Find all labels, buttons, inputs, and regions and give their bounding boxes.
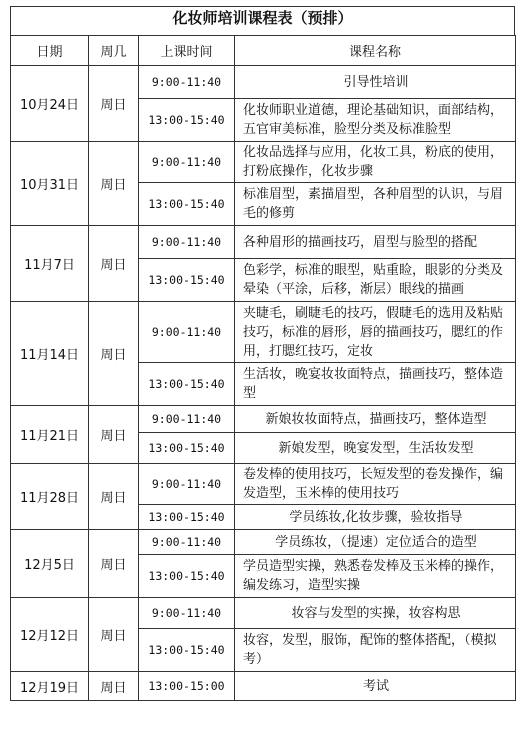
date-cell: 12月5日 <box>11 530 89 598</box>
time-cell: 13:00-15:40 <box>139 555 235 598</box>
time-cell: 13:00-15:40 <box>139 433 235 464</box>
course-cell: 学员造型实操，熟悉卷发棒及玉米棒的操作，编发练习，造型实操 <box>235 555 516 598</box>
course-cell: 色彩学，标准的眼型，贴重睑，眼影的分类及晕染（平涂，后移，渐层）眼线的描画 <box>235 259 516 302</box>
course-cell: 新娘妆妆面特点，描画技巧，整体造型 <box>235 406 516 433</box>
time-cell: 9:00-11:40 <box>139 142 235 183</box>
date-cell: 11月7日 <box>11 226 89 302</box>
date-cell: 12月12日 <box>11 598 89 672</box>
course-cell: 引导性培训 <box>235 66 516 99</box>
time-cell: 13:00-15:40 <box>139 99 235 142</box>
weekday-cell: 周日 <box>89 598 139 672</box>
course-cell: 新娘发型，晚宴发型，生活妆发型 <box>235 433 516 464</box>
time-cell: 9:00-11:40 <box>139 530 235 555</box>
time-cell: 9:00-11:40 <box>139 66 235 99</box>
weekday-cell: 周日 <box>89 142 139 226</box>
table-row <box>11 530 516 555</box>
table-row <box>11 672 516 701</box>
course-cell: 化妆品选择与应用，化妆工具，粉底的使用，打粉底操作，化妆步骤 <box>235 142 516 183</box>
weekday-cell: 周日 <box>89 66 139 142</box>
table-row <box>11 464 516 505</box>
time-cell: 13:00-15:40 <box>139 505 235 530</box>
course-cell: 各种眉形的描画技巧，眉型与脸型的搭配 <box>235 226 516 259</box>
table-row <box>11 406 516 433</box>
header-date: 日期 <box>11 36 89 66</box>
header-course: 课程名称 <box>235 36 516 66</box>
schedule-table <box>10 35 516 701</box>
page-title: 化妆师培训课程表（预排） <box>10 6 515 35</box>
date-cell: 10月31日 <box>11 142 89 226</box>
table-row <box>11 598 516 629</box>
time-cell: 9:00-11:40 <box>139 464 235 505</box>
course-cell: 夹睫毛，刷睫毛的技巧，假睫毛的选用及粘贴技巧，标准的唇形，唇的描画技巧，腮红的作用，打腮红技巧，定妆 <box>235 302 516 363</box>
date-cell: 10月24日 <box>11 66 89 142</box>
course-cell: 生活妆，晚宴妆妆面特点，描画技巧，整体造型 <box>235 363 516 406</box>
time-cell: 13:00-15:40 <box>139 183 235 226</box>
time-cell: 13:00-15:40 <box>139 363 235 406</box>
course-cell: 学员练妆,化妆步骤，验妆指导 <box>235 505 516 530</box>
course-cell: 妆容与发型的实操，妆容构思 <box>235 598 516 629</box>
date-cell: 12月19日 <box>11 672 89 701</box>
course-cell: 标准眉型，素描眉型，各种眉型的认识，与眉毛的修剪 <box>235 183 516 226</box>
header-row <box>11 36 516 66</box>
time-cell: 13:00-15:00 <box>139 672 235 701</box>
course-cell: 学员练妆，（提速）定位适合的造型 <box>235 530 516 555</box>
table-row <box>11 66 516 99</box>
time-cell: 13:00-15:40 <box>139 259 235 302</box>
table-row <box>11 142 516 183</box>
header-time: 上课时间 <box>139 36 235 66</box>
table-row <box>11 302 516 363</box>
weekday-cell: 周日 <box>89 302 139 406</box>
time-cell: 13:00-15:40 <box>139 629 235 672</box>
course-cell: 考试 <box>235 672 516 701</box>
date-cell: 11月14日 <box>11 302 89 406</box>
weekday-cell: 周日 <box>89 406 139 464</box>
date-cell: 11月28日 <box>11 464 89 530</box>
time-cell: 9:00-11:40 <box>139 598 235 629</box>
schedule-sheet <box>10 6 515 701</box>
time-cell: 9:00-11:40 <box>139 302 235 363</box>
course-cell: 化妆师职业道德，理论基础知识，面部结构，五官审美标准，脸型分类及标准脸型 <box>235 99 516 142</box>
header-weekday: 周几 <box>89 36 139 66</box>
weekday-cell: 周日 <box>89 672 139 701</box>
course-cell: 卷发棒的使用技巧，长短发型的卷发操作，编发造型，玉米棒的使用技巧 <box>235 464 516 505</box>
weekday-cell: 周日 <box>89 464 139 530</box>
weekday-cell: 周日 <box>89 226 139 302</box>
table-row <box>11 226 516 259</box>
course-cell: 妆容，发型，服饰，配饰的整体搭配，（模拟考） <box>235 629 516 672</box>
time-cell: 9:00-11:40 <box>139 226 235 259</box>
weekday-cell: 周日 <box>89 530 139 598</box>
time-cell: 9:00-11:40 <box>139 406 235 433</box>
date-cell: 11月21日 <box>11 406 89 464</box>
